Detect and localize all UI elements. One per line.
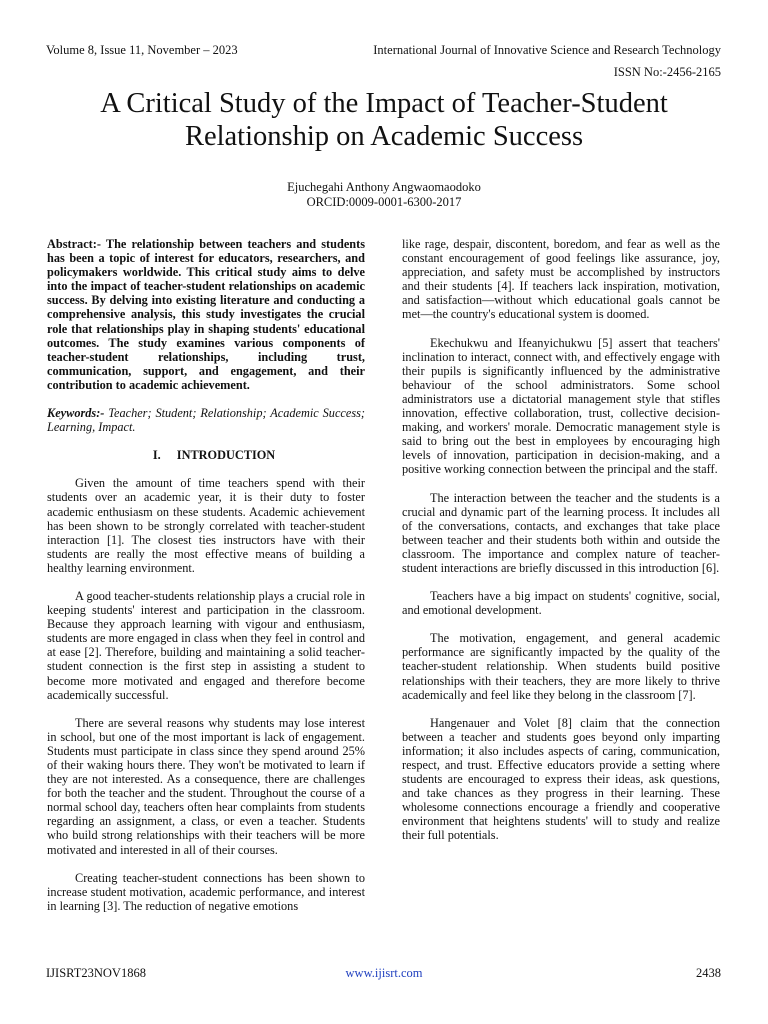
body-paragraph: Teachers have a big impact on students' cognitive, social, and emotional development. [402, 589, 720, 618]
body-paragraph: There are several reasons why students may lose interest in school, but one of the most important is lack of engagement. Students must participate in class since they spend around 25% of their waking hours there. They won't be motivated to learn if they are not interested. As a consequence, there are challenges for both the teacher and the student. Throughout the course of a normal school day, teachers often hear complaints from students regarding an assignment, a class, or even a teacher. Students who build strong relationships with their teachers will be more motivated and interested in all of their courses. [47, 715, 365, 857]
title-line-2: Relationship on Academic Success [184, 121, 584, 152]
section-heading [47, 448, 365, 462]
body-paragraph: Given the amount of time teachers spend with their students over an academic year, it is their duty to foster academic enthusiasm on these students. Academic achievement has been shown to be strongly correlated with teacher-student interaction [1]. The closest ties instructors have with their students are really the most effective means of building a healthy learning environment. [47, 476, 365, 575]
keywords-label: Keywords:- [47, 406, 105, 421]
title-line-1: A Critical Study of the Impact of Teacher-Student [100, 88, 668, 119]
footer-article-id: IJISRT23NOV1868 [46, 966, 146, 980]
keywords-text: Teacher; Student; Relationship; Academic Success; Learning, Impact. [47, 406, 365, 435]
body-paragraph: Creating teacher-student connections has been shown to increase student motivation, academic performance, and interest in learning [3]. The reduction of negative emotions [47, 870, 365, 913]
section-number: I. [152, 448, 161, 463]
author-name: Ejuchegahi Anthony Angwaomaodoko [287, 180, 481, 194]
body-paragraph: like rage, despair, discontent, boredom, and fear as well as the constant encouragement of good feelings like assurance, joy, appreciation, and safety must be accomplished by instructors and their students [4]. If teachers lack inspiration, motivation, and satisfaction―without which educational goals cannot be met―the country's educational system is doomed. [402, 237, 720, 322]
author-orcid: ORCID:0009-0001-6300-2017 [306, 195, 462, 209]
page-number: 2438 [696, 966, 721, 980]
body-paragraph: A good teacher-students relationship plays a crucial role in keeping students' interest and participation in the classroom. Because they approach learning with vigour and enthusiasm, students are more engaged in class when they feel in control and at ease [2]. Therefore, building and maintaining a solid teacher-student connection is the first step in assisting a student to become more motivated and engaged and therefore become academically successful. [47, 588, 365, 702]
abstract-label: Abstract:- [47, 237, 101, 251]
paper-title [40, 87, 728, 153]
abstract-text: The relationship between teachers and students has been a topic of interest for educators, researchers, and policymakers worldwide. This critical study aims to delve into the impact of teacher-student relationships on academic success. By delving into existing literature and conducting a comprehensive analysis, this study investigates the crucial role that relationships play in shaping students' educational outcomes. The study examines various components of teacher-student relationships, including trust, communication, support, and engagement, and their contribution to academic achievement. [47, 237, 365, 392]
section-title: INTRODUCTION [176, 448, 276, 463]
body-paragraph: The interaction between the teacher and the students is a crucial and dynamic part of the learning process. It includes all of the conversations, contacts, and exchanges that take place between teacher and their students both within and outside the classroom. The importance and complex nature of teacher-student interactions are briefly discussed in this introduction [6]. [402, 490, 720, 575]
body-paragraph: Ekechukwu and Ifeanyichukwu [5] assert that teachers' inclination to interact, connect with, and effectively engage with their pupils is significantly influenced by the administrative behaviour of the school administrators. Some school administrators use a dictatorial management style that stifles innovation, effective collaboration, trust, collective decision-making, and workers' morale. Democratic management style is said to bring out the best in employees by encouraging high levels of innovation, participation in decision-making, and a positive working connection between the principal and the staff. [402, 335, 720, 477]
issn-label: ISSN No:-2456-2165 [613, 65, 721, 79]
footer-website-link[interactable]: www.ijisrt.com [345, 966, 423, 980]
right-column [402, 237, 720, 857]
body-paragraph: The motivation, engagement, and general academic performance are significantly impacted by the quality of the teacher-student relationship. When students build positive relationships with their teachers, they are more likely to thrive academically and feel like they belong in the classroom [7]. [402, 631, 720, 702]
left-column [47, 237, 365, 927]
running-header-volume: Volume 8, Issue 11, November – 2023 [46, 43, 238, 57]
abstract [47, 237, 365, 392]
body-paragraph: Hangenauer and Volet [8] claim that the connection between a teacher and students goes beyond only imparting information; it also includes aspects of caring, communication, respect, and trust. Effective educators provide a setting where students are encouraged to express their ideas, ask questions, and take chances as they progress in their learning. These wholesome connections encourage a friendly and cooperative environment that heightens students' will to study and realize their full potentials. [402, 715, 720, 843]
author-block [0, 180, 768, 210]
keywords [47, 406, 365, 434]
running-header-journal: International Journal of Innovative Science and Research Technology [373, 43, 721, 57]
